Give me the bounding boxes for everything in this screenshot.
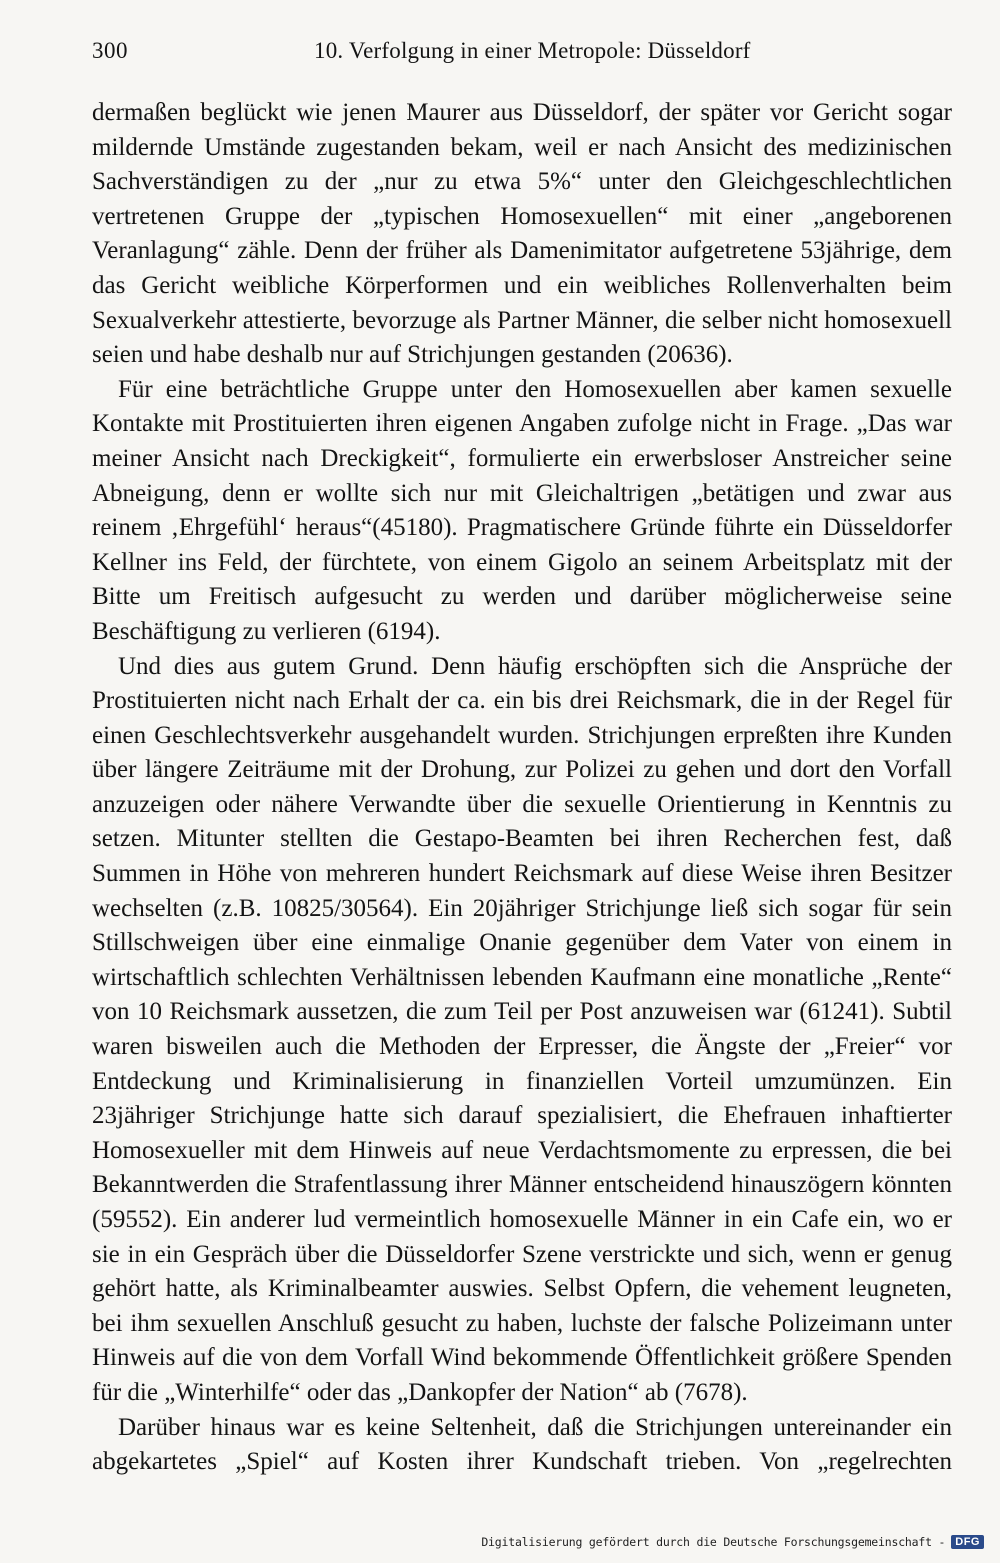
page-number: 300 bbox=[92, 38, 128, 63]
page-header bbox=[92, 38, 952, 72]
digitization-footer bbox=[481, 1535, 984, 1549]
paragraph: Darüber hinaus war es keine Seltenheit, daß die Strichjungen untereinander ein abgekartetes „Spiel“ auf Kosten ihrer Kundschaft trieben. Von „regelrechten bbox=[92, 1413, 952, 1476]
paragraph: Und dies aus gutem Grund. Denn häufig erschöpften sich die Ansprüche der Prostituierten nicht nach Erhalt der ca. ein bis drei Reichsmark, die in der Regel für einen Geschlechtsverkehr ausgehandelt wurden. Strichjungen erpreßten ihre Kunden über längere Zeiträume mit der Drohung, zur Polizei zu gehen und dort den Vorfall anzuzeigen oder nähere Verwandte über die sexuelle Orientierung in Kenntnis zu setzen. Mitunter stellten die Gestapo-Beamten bei ihren Recherchen fest, daß Summen in Höhe von mehreren hundert Reichsmark auf diese Weise ihren Besitzer wechselten (z.B. 10825/30564). Ein 20jähriger Strichjunge ließ sich sogar für sein Stillschweigen über eine einmalige Onanie gegenüber dem Vater von einem in wirtschaftlich schlechten Verhältnissen lebenden Kaufmann eine monatliche „Rente“ von 10 Reichsmark aussetzen, die zum Teil per Post anzuweisen war (61241). Subtil waren bisweilen auch die Methoden der Erpresser, die Ängste der „Freier“ vor Entdeckung und Kriminalisierung in finanziellen Vorteil umzumünzen. Ein 23jähriger Strichjunge hatte sich darauf spezialisiert, die Ehefrauen inhaftierter Homosexueller mit dem Hinweis auf neue Verdachtsmomente zu erpressen, die bei Bekanntwerden die Strafentlassung ihrer Männer entscheidend hinauszögern könnten (59552). Ein anderer lud vermeintlich homosexuelle Männer in ein Cafe ein, wo er sie in ein Gespräch über die Düsseldorfer Szene verstrickte und sich, wenn er genug gehört hatte, als Kriminalbeamter auswies. Selbst Opfern, die vehement leugneten, bei ihm sexuellen Anschluß gesucht zu haben, luchste der falsche Polizeimann unter Hinweis auf die von dem Vorfall Wind bekommende Öffentlichkeit größere Spenden für die „Winterhilfe“ oder das „Dankopfer der Nation“ ab (7678). bbox=[92, 652, 952, 1406]
running-head: 10. Verfolgung in einer Metropole: Düsseldorf bbox=[314, 38, 751, 63]
paragraph: Für eine beträchtliche Gruppe unter den Homosexuellen aber kamen sexuelle Kontakte mit Prostituierten ihren eigenen Angaben zufolge nicht in Frage. „Das war meiner Ansicht nach Dreckigkeit“, formulierte ein erwerbsloser Anstreicher seine Abneigung, denn er wollte sich nur mit Gleichaltrigen „betätigen und zwar aus reinem ‚Ehrgefühl‘ heraus“(45180). Pragmatischere Gründe führte ein Düsseldorfer Kellner ins Feld, der fürchtete, von einem Gigolo an seinem Arbeitsplatz mit der Bitte um Freitisch aufgesucht zu werden und darüber möglicherweise seine Beschäftigung zu verlieren (6194). bbox=[92, 375, 952, 645]
digitization-note: Digitalisierung gefördert durch die Deutsche Forschungsgemeinschaft - bbox=[481, 1535, 946, 1549]
paragraph: dermaßen beglückt wie jenen Maurer aus Düsseldorf, der später vor Gericht sogar mildernde Umstände zugestanden bekam, weil er nach Ansicht des medizinischen Sachverständigen zu der „nur zu etwa 5%“ unter den Gleichgeschlechtlichen vertretenen Gruppe der „typischen Homosexuellen“ mit einer „angeborenen Veranlagung“ zähle. Denn der früher als Damenimitator aufgetretene 53jährige, dem das Gericht weibliche Körperformen und ein weibliches Rollenverhalten beim Sexualverkehr attestierte, bevorzuge als Partner Männer, die selber nicht homosexuell seien und habe deshalb nur auf Strichjungen gestanden (20636). bbox=[92, 99, 952, 369]
dfg-logo-icon: DFG bbox=[951, 1535, 984, 1549]
body-text bbox=[92, 96, 952, 1480]
